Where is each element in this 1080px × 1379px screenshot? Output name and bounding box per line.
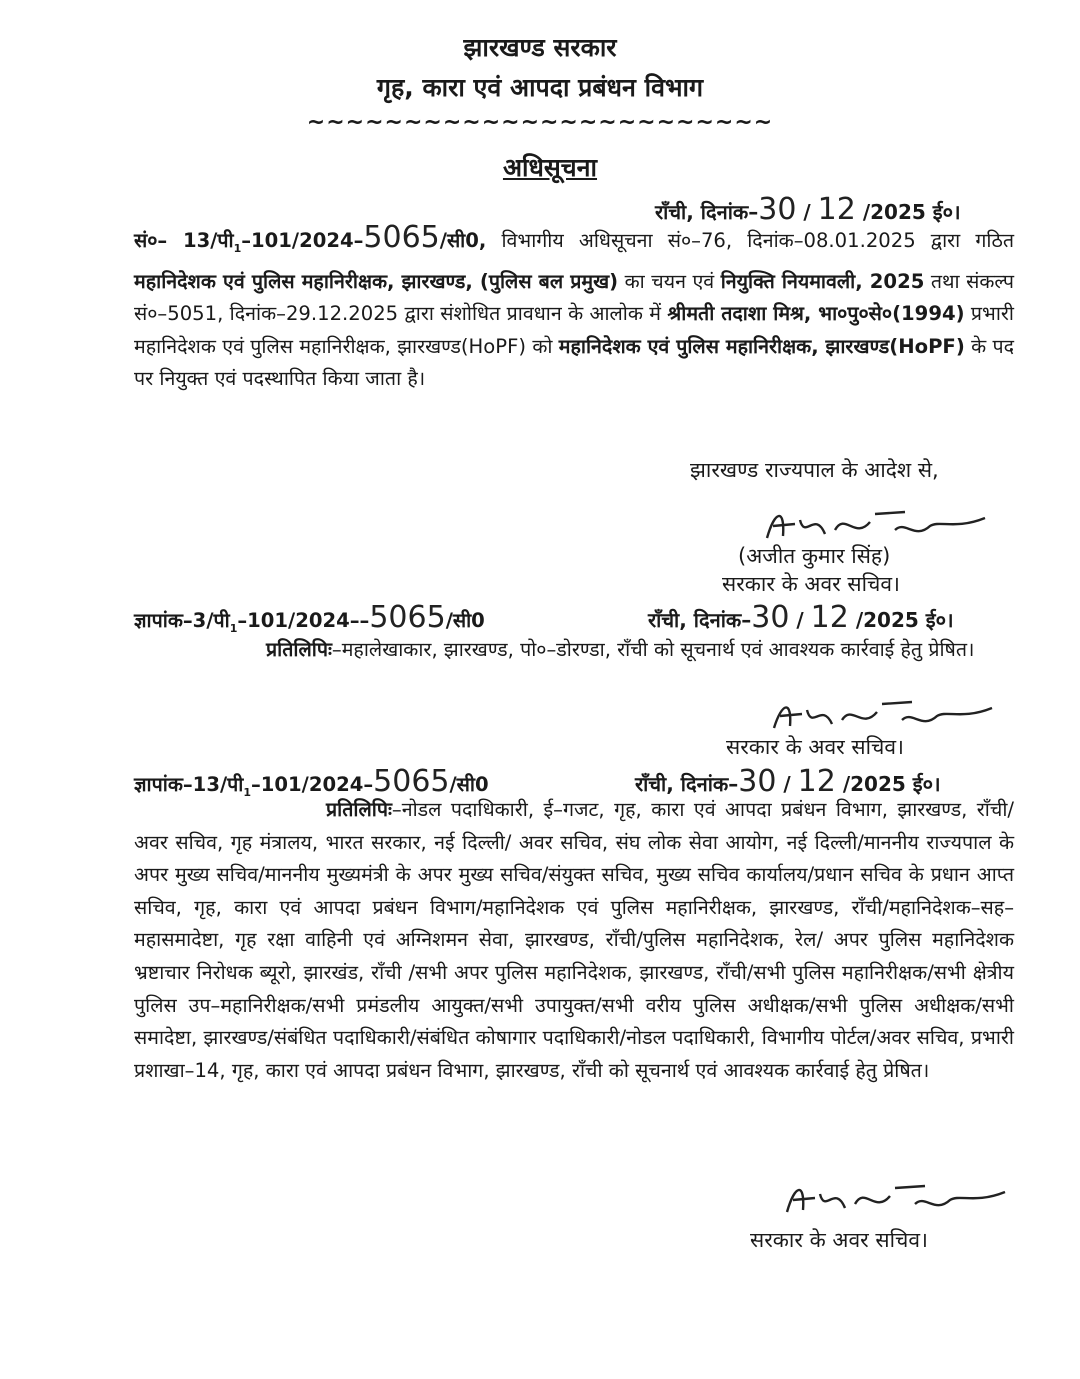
order-line: झारखण्ड राज्यपाल के आदेश से,	[690, 458, 939, 482]
memo-1-designation: सरकार के अवर सचिव।	[726, 735, 905, 759]
document-title: अधिसूचना	[502, 153, 598, 182]
memo-2-copy: प्रतिलिपिः–नोडल पदाधिकारी, ई–गजट, गृह, कारा एवं आपदा प्रबंधन विभाग, झारखण्ड, राँची/अवर सचिव, गृह मंत्रालय, भारत सरकार, नई दिल्ली/ अवर सचिव, संघ लोक सेवा आयोग, नई दिल्ली/माननीय राज्यपाल के अपर मुख्य सचिव/माननीय मुख्यमंत्री के अपर मुख्य सचिव/संयुक्त सचिव, मुख्य सचिव कार्यालय/प्रधान सचिव के प्रधान आप्त सचिव, गृह, कारा एवं आपदा प्रबंधन विभाग/महानिदेशक एवं पुलिस महानिरीक्षक, झारखण्ड, राँची/महानिदेशक–सह–महासमादेष्टा, गृह रक्षा वाहिनी एवं अग्निशमन सेवा, झारखण्ड, राँची/पुलिस महानिदेशक, रेल/ अपर पुलिस महानिदेशक भ्रष्टाचार निरोधक ब्यूरो, झारखंड, राँची /सभी अपर पुलिस महानिदेशक, झारखण्ड, राँची/सभी पुलिस महानिरीक्षक/सभी क्षेत्रीय पुलिस उप–महानिरीक्षक/सभी प्रमंडलीय आयुक्त/सभी उपायुक्त/सभी वरीय पुलिस अधीक्षक/सभी पुलिस अधीक्षक/सभी समादेष्टा, झारखण्ड/संबंधित पदाधिकारी/संबंधित कोषागार पदाधिकारी/नोडल पदाधिकारी, विभागीय पोर्टल/अवर सचिव, प्रभारी प्रशाखा–14, गृह, कारा एवं आपदा प्रबंधन विभाग, झारखण्ड, राँची को सूचनार्थ एवं आवश्यक कार्रवाई हेतु प्रेषित।	[134, 798, 1014, 1082]
date-day: 30	[758, 192, 797, 227]
memo-2-designation: सरकार के अवर सचिव।	[750, 1228, 929, 1252]
memo-1-date: राँची, दिनांक–30 / 12 /2025 ई०।	[648, 600, 954, 635]
notification-ref-prefix: सं०– 13/पी	[134, 229, 234, 252]
memo-2-date: राँची, दिनांक–30 / 12 /2025 ई०।	[635, 764, 941, 799]
memo-1-ref-number: 5065	[369, 600, 446, 635]
memo-2-ref-number: 5065	[373, 764, 450, 799]
date-month: 12	[817, 192, 856, 227]
memo-1-copy: प्रतिलिपिः–महालेखाकार, झारखण्ड, पो०–डोरण्डा, राँची को सूचनार्थ एवं आवश्यक कार्रवाई हेतु प्रेषित।	[266, 638, 975, 661]
government-title: झारखण्ड सरकार	[463, 33, 617, 62]
notification-body: सं०– $13/पी_1-101/2024-5065/सी0$, विभागीय अधिसूचना सं०–76, दिनांक–08.01.2025 द्वारा गठित महानिदेशक एवं पुलिस महानिरीक्षक, झारखण्ड, (पुलिस बल प्रमुख) का चयन एवं नियुक्ति नियमावली, 2025 तथा संकल्प सं०–5051, दिनांक–29.12.2025 द्वारा संशोधित प्रावधान के आलोक में श्रीमती तदाशा मिश्र, भा०पु०से०(1994) प्रभारी महानिदेशक एवं पुलिस महानिरीक्षक, झारखण्ड(HoPF) को महानिदेशक एवं पुलिस महानिरीक्षक, झारखण्ड(HoPF) के पद पर नियुक्त एवं पदस्थापित किया जाता है।	[134, 220, 1015, 391]
notification-ref-number: 5065	[363, 220, 440, 255]
memo-2-reference: $ज्ञापांक-13/पी_1-101/2024-5065/सी0$	[134, 764, 489, 799]
signature-image-2	[762, 692, 1002, 738]
signature-image-3	[775, 1174, 1015, 1224]
notification-date: राँची, दिनांक–30 / 12 /2025 ई०।	[655, 192, 961, 227]
memo-1-reference: $ज्ञापांक-3/पी_1-101/2024--5065/सी0$	[134, 600, 485, 635]
department-title: गृह, कारा एवं आपदा प्रबंधन विभाग	[376, 73, 704, 102]
signatory-designation: सरकार के अवर सचिव।	[722, 572, 901, 596]
title-divider: ~~~~~~~~~~~~~~~~~~~~~~~~	[306, 110, 774, 135]
signatory-name: (अजीत कुमार सिंह)	[738, 544, 891, 568]
